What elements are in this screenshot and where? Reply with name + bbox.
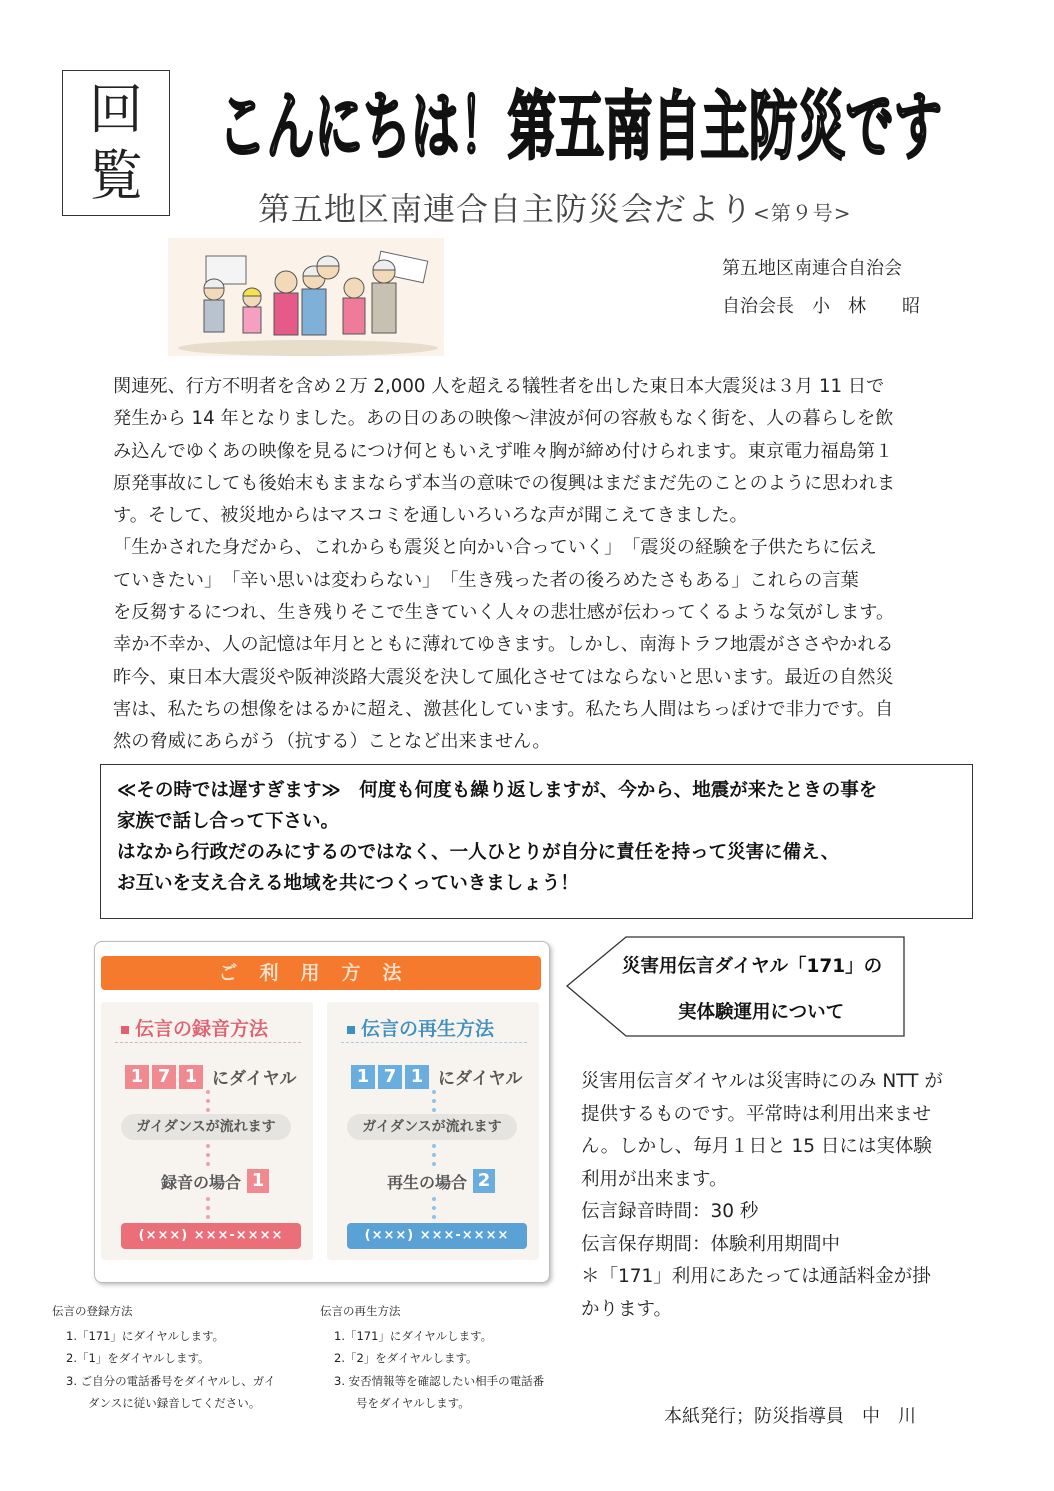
org-name: 第五地区南連合自治会 [722, 258, 902, 279]
main-title [210, 68, 950, 183]
ntt-line: 伝言録音時間：30 秒 [581, 1201, 759, 1222]
record-steps-heading: 伝言の登録方法 [52, 1304, 133, 1318]
subtitle-text: 第五地区南連合自主防災会だより [258, 190, 754, 228]
intro-line: み込んでゆくあの映像を見るにつけ何ともいえず唯々胸が締め付けられます。東京電力福島第１ [113, 440, 894, 462]
intro-text [113, 371, 958, 759]
step-item-continued: ダンスに従い録音してください。 [88, 1396, 261, 1410]
intro-line: 幸か不幸か、人の記憶は年月とともに薄れてゆきます。しかし、南海トラフ地震がささやかれる [113, 634, 894, 656]
notice-line: はなから行政だのみにするのではなく、一人ひとりが自分に責任を持って災害に備え、 [117, 842, 840, 863]
step-item: 2.「1」をダイヤルします。 [66, 1351, 210, 1365]
ntt-description [581, 1066, 971, 1326]
kairan-char-2: 覧 [89, 144, 143, 207]
notice-box [100, 764, 973, 919]
digit-box: 1 [179, 1065, 203, 1089]
digit-box: 2 [473, 1169, 495, 1193]
record-case [161, 1169, 269, 1193]
org-block [722, 250, 920, 326]
intro-line: す。そして、被災地からはマスコミを通しいろいろな声が聞こえてきました。 [113, 505, 748, 527]
publisher-footer: 本紙発行；防災指導員 中 川 [664, 1406, 916, 1427]
record-method-title-text: 伝言の録音方法 [135, 1018, 269, 1040]
step-item: 1.「171」にダイヤルします。 [66, 1328, 225, 1343]
main-title-text: こんにちは！第五南自主防災です [218, 84, 942, 170]
phone-number-bar: (×××) ×××-×××× [347, 1223, 527, 1249]
record-method-title [121, 1014, 268, 1041]
digit-box: 7 [152, 1065, 176, 1089]
play-case [387, 1169, 495, 1193]
dotted-connector [432, 1144, 440, 1166]
phone-number-bar: (×××) ×××-×××× [121, 1223, 301, 1249]
callout-line-1: 災害用伝言ダイヤル「171」の [622, 956, 883, 977]
play-steps-heading: 伝言の再生方法 [320, 1304, 401, 1318]
record-steps [52, 1300, 312, 1415]
step-item-continued: 号をダイヤルします。 [356, 1396, 470, 1410]
ntt-line: ん。しかし、毎月１日と 15 日には実体験 [581, 1136, 932, 1157]
intro-line: 昨今、東日本大震災や阪神淡路大震災を決して風化させてはならないと思います。最近の自然災 [113, 666, 894, 688]
play-method-column [327, 1002, 539, 1260]
ntt-line: ＊「171」利用にあたっては通話料金が掛 [581, 1266, 931, 1287]
intro-line: 害は、私たちの想像をはるかに超え、激甚化しています。私たち人間はちっぽけで非力です。自 [113, 698, 894, 720]
play-steps [320, 1300, 590, 1415]
dial-label: にダイヤル [212, 1069, 297, 1089]
divider [115, 1042, 301, 1043]
step-item: 3. ご自分の電話番号をダイヤルし、ガイ [66, 1373, 276, 1388]
intro-line: 関連死、行方不明者を含め２万 2,000 人を超える犠牲者を出した東日本大震災は３月 11 日で [113, 376, 885, 397]
ntt-line: 提供するものです。平常時は利用出来ませ [581, 1103, 932, 1125]
kairan-stamp [62, 70, 170, 216]
digit-box: 1 [125, 1065, 149, 1089]
dotted-connector [206, 1144, 214, 1166]
intro-line: 「生かされた身だから、これからも震災と向かい合っていく」 「震災の経験を子供たちに伝え [113, 537, 877, 559]
disaster-drill-illustration [168, 238, 444, 356]
dial-digits [351, 1064, 523, 1089]
guidance-pill: ガイダンスが流れます [121, 1114, 291, 1140]
divider [341, 1042, 527, 1043]
play-method-title-text: 伝言の再生方法 [361, 1018, 495, 1040]
kairan-char-1: 回 [89, 78, 143, 141]
ntt-line: かります。 [581, 1298, 673, 1320]
intro-line: を反芻するにつれ、生き残りそこで生きていく人々の悲壮感が伝わってくるような気がします。 [113, 602, 895, 624]
square-bullet-icon [347, 1026, 355, 1034]
notice-line: お互いを支え合える地域を共につくっていきましょう！ [117, 873, 579, 894]
dotted-connector [432, 1090, 440, 1112]
intro-line: 発生から 14 年となりました。あの日のあの映像～津波が何の容赦もなく街を、人の暮らしを飲 [113, 408, 894, 430]
intro-line: ていきたい」 「辛い思いは変わらない」 「生き残った者の後ろめたさもある」これらの言葉 [113, 569, 859, 591]
org-chair-row [722, 288, 920, 326]
ntt-line: 伝言保存期間：体験利用期間中 [581, 1233, 841, 1255]
org-role: 自治会長 [722, 296, 794, 317]
dotted-connector [432, 1197, 440, 1219]
case-label: 再生の場合 [387, 1172, 468, 1192]
dotted-connector [206, 1090, 214, 1112]
usage-panel-header: ご利用方法 [101, 956, 541, 990]
record-method-column [101, 1002, 313, 1260]
notice-line: 家族で話し合って下さい。 [117, 811, 340, 832]
callout-line-2: 実体験運用について [678, 1002, 845, 1023]
org-chair-name: 小 林 昭 [812, 296, 920, 317]
guidance-pill: ガイダンスが流れます [347, 1114, 517, 1140]
dotted-connector [206, 1197, 214, 1219]
notice-line: ≪その時では遅すぎます≫ 何度も何度も繰り返しますが、今から、地震が来たときの事を [117, 780, 878, 801]
intro-line: 然の脅威にあらがう（抗する）ことなど出来ません。 [113, 731, 551, 753]
dial-digits [125, 1064, 297, 1089]
step-item: 2.「2」をダイヤルします。 [334, 1351, 478, 1365]
newsletter-subtitle [258, 184, 852, 230]
square-bullet-icon [121, 1026, 129, 1034]
digit-box: 1 [405, 1065, 429, 1089]
usage-panel [94, 941, 550, 1283]
dial-label: にダイヤル [438, 1069, 523, 1089]
play-method-title [347, 1014, 494, 1041]
issue-number: <第９号> [753, 201, 852, 225]
step-item: 1.「171」にダイヤルします。 [334, 1328, 493, 1343]
digit-box: 1 [351, 1065, 375, 1089]
ntt-line: 利用が出来ます。 [581, 1168, 728, 1190]
ntt-line: 災害用伝言ダイヤルは災害時にのみ NTT が [581, 1071, 943, 1092]
digit-box: 1 [247, 1169, 269, 1193]
intro-line: 原発事故にしても後始末もままならず本当の意味での復興はまだまだ先のことのように思われま [113, 472, 896, 494]
digit-box: 7 [378, 1065, 402, 1089]
step-item: 3. 安否情報等を確認したい相手の電話番 [334, 1373, 545, 1388]
case-label: 録音の場合 [161, 1172, 242, 1192]
